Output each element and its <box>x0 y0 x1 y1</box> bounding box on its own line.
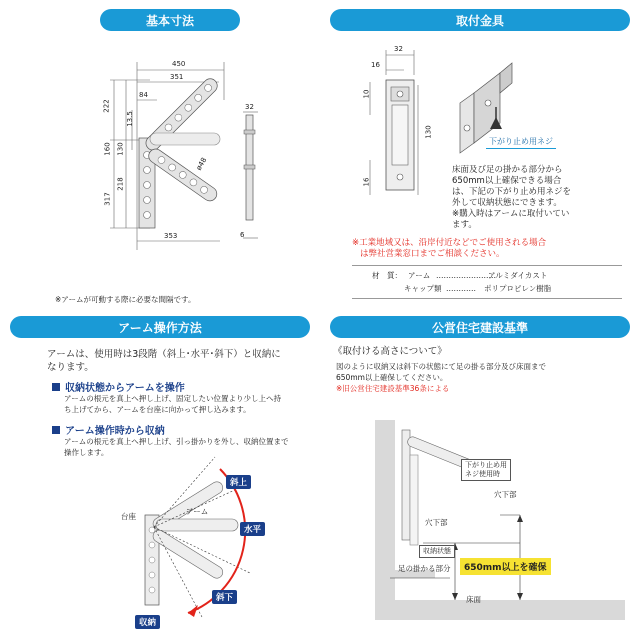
arm-intro-1: なります。 <box>47 362 94 373</box>
public-title: 《取付ける高さについて》 <box>333 346 447 357</box>
dim-diameter-48: ø48 <box>194 156 209 172</box>
arm-badge-up: 斜上 <box>226 475 251 489</box>
public-callout-screw: 下がり止め用 ネジ使用時 <box>461 459 511 481</box>
header-arm-op: アーム操作方法 <box>10 316 310 338</box>
arm-badge-down: 斜下 <box>212 590 237 604</box>
arm-label-base: 台座 <box>121 512 136 521</box>
dim-160: 160 <box>103 142 112 156</box>
mount-desc-4: ※購入時はアームに取付いてい <box>452 209 570 219</box>
header-mount: 取付金具 <box>330 9 630 31</box>
mount-dim-10: 10 <box>362 89 371 99</box>
mount-dim-16a: 16 <box>371 61 380 69</box>
arm-sec2-body-0: アームの根元を真上へ押し上げ、引っ掛かりを外し、収納位置まで <box>64 437 289 446</box>
arm-sec2-body-1: 操作します。 <box>64 448 109 457</box>
dim-84: 84 <box>139 91 148 99</box>
arm-label-arm: アーム <box>186 507 209 516</box>
dim-218: 218 <box>116 177 125 191</box>
dim-353: 353 <box>164 232 178 240</box>
dim-13-5: 13.5 <box>125 111 134 127</box>
arm-sec1-body-1: ち上げてから、アームを台座に向かって押し込みます。 <box>64 405 251 414</box>
mount-material-part-1: キャップ類 <box>404 284 442 293</box>
dim-130: 130 <box>116 142 125 156</box>
mount-callout-screw: 下がり止め用ネジ <box>486 136 556 149</box>
square-bullet-icon <box>52 426 60 434</box>
public-label-floor: 床面 <box>466 595 481 604</box>
mount-warning-0: ※工業地域又は、沿岸付近などでご使用される場合 <box>352 238 547 248</box>
arm-sec2-title: アーム操作時から収納 <box>52 422 165 437</box>
basic-dims-note: ※アームが可動する際に必要な間隔です。 <box>55 295 196 304</box>
mount-desc-2: は、下記の下がり止め用ネジを <box>452 187 572 197</box>
arm-sec1-title: 収納状態からアームを操作 <box>52 379 185 394</box>
arm-badge-stored: 収納 <box>135 615 160 629</box>
mount-desc-3: 外して収納状態にできます。 <box>452 198 562 208</box>
square-bullet-icon <box>52 383 60 391</box>
public-label-hole-2: 穴下部 <box>425 518 448 527</box>
mount-material-mat-0: アルミダイカスト <box>488 271 548 280</box>
dim-317: 317 <box>103 192 112 206</box>
mount-dim-16b: 16 <box>362 177 371 187</box>
mount-material-mat-1: ポリプロピレン樹脂 <box>484 284 552 293</box>
mount-material-part-0: アーム <box>408 271 431 280</box>
arm-badge-horizontal: 水平 <box>240 522 265 536</box>
header-public-std: 公営住宅建設基準 <box>330 316 630 338</box>
basic-dims-drawing <box>0 0 320 300</box>
mount-warning-1: は弊社営業窓口までご相談ください。 <box>360 249 505 259</box>
mount-desc-0: 床面及び足の掛かる部分から <box>452 165 563 175</box>
mount-divider <box>352 265 622 266</box>
mount-divider-bottom <box>352 298 622 299</box>
dim-side-32: 32 <box>245 103 254 111</box>
mount-desc-5: ます。 <box>452 220 477 230</box>
mount-material-dots-1: ………… <box>446 284 476 293</box>
mount-desc-1: 650mm以上確保できる場合 <box>452 176 562 186</box>
dim-351: 351 <box>170 73 184 81</box>
public-label-foot: 足の掛かる部分 <box>398 564 451 573</box>
public-label-hole-1: 穴下部 <box>494 490 517 499</box>
arm-sec1-body-0: アームの根元を真上へ押し上げ、固定したい位置より少し上へ持 <box>64 394 281 403</box>
mount-material-dots-0: …………………… <box>436 271 496 280</box>
public-body-1: 650mm以上確保してください。 <box>336 373 448 382</box>
mount-material-label: 材 質： <box>372 271 402 280</box>
arm-operation-diagram <box>110 455 310 625</box>
arm-intro-0: アームは、使用時は3段階（斜上･水平･斜下）と収納に <box>47 349 281 360</box>
dim-450: 450 <box>172 60 186 68</box>
dim-222: 222 <box>102 99 111 113</box>
public-note: ※旧公営住宅建設基準36条による <box>336 384 450 393</box>
dim-side-6: 6 <box>240 231 245 239</box>
public-label-stored: 収納状態 <box>419 545 455 558</box>
mount-dim-130: 130 <box>424 125 433 139</box>
public-body-0: 図のように収納又は斜下の状態にて足の掛る部分及び床面まで <box>336 362 546 371</box>
mount-dim-32: 32 <box>394 45 403 53</box>
public-label-650: 650mm以上を確保 <box>460 558 551 575</box>
header-basic-dims: 基本寸法 <box>100 9 240 31</box>
